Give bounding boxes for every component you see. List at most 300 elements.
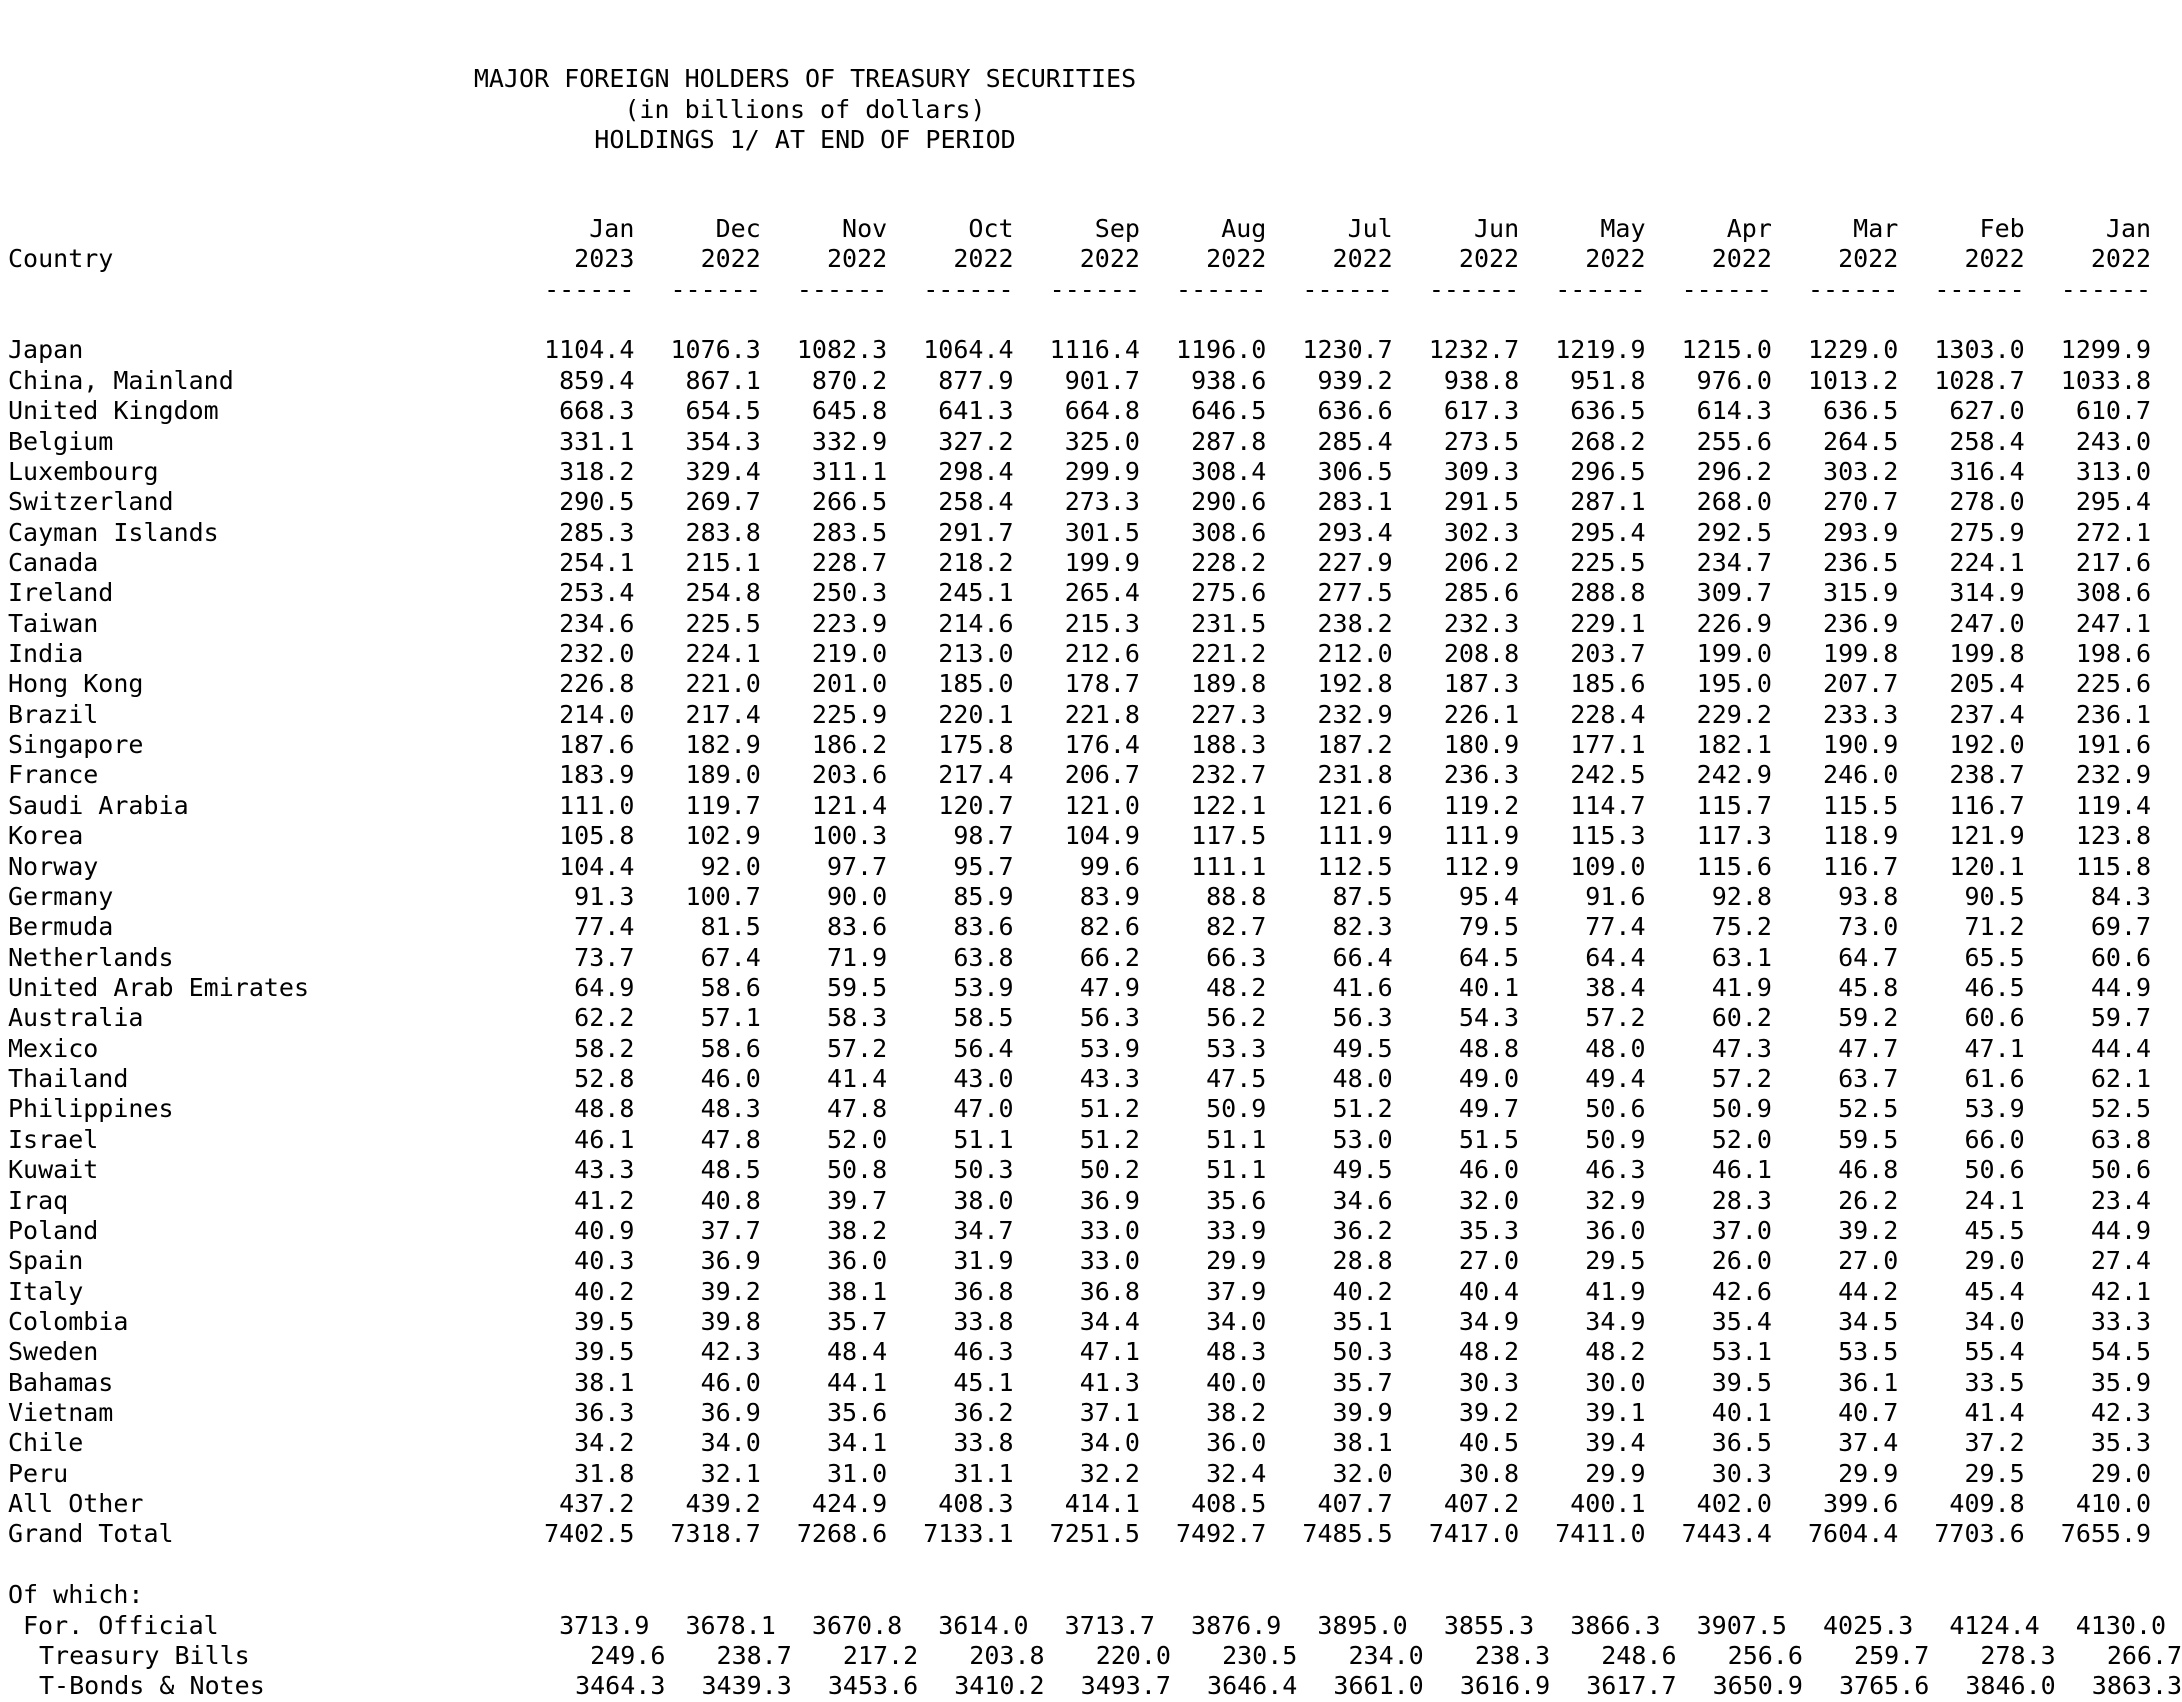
holding-value: 296.5 bbox=[1570, 456, 1646, 486]
holding-value: 52.8 bbox=[574, 1064, 635, 1094]
holding-value: 48.8 bbox=[574, 1094, 635, 1124]
holding-value: 33.8 bbox=[953, 1306, 1014, 1336]
holding-value: 407.2 bbox=[1443, 1489, 1520, 1519]
column-header-year: 2022 bbox=[1711, 244, 1772, 274]
table-row bbox=[8, 518, 2182, 548]
holding-value: 309.7 bbox=[1696, 578, 1772, 608]
holding-value: 66.3 bbox=[1206, 942, 1267, 972]
holding-value: 119.2 bbox=[1443, 790, 1520, 820]
holding-value: 57.2 bbox=[1711, 1064, 1772, 1094]
country-header-spacer bbox=[8, 214, 508, 244]
holding-value: 870.2 bbox=[811, 365, 888, 395]
column-header-month: Mar bbox=[1853, 214, 1899, 243]
holding-value: 87.5 bbox=[1332, 881, 1393, 911]
holding-value: 215.1 bbox=[685, 547, 761, 577]
table-row bbox=[8, 366, 2182, 396]
column-header-year: 2022 bbox=[1585, 244, 1646, 274]
column-header-month: Nov bbox=[842, 214, 888, 243]
holding-value: 41.4 bbox=[1964, 1398, 2025, 1428]
holding-value: 192.0 bbox=[1949, 730, 2025, 760]
holding-value: 229.1 bbox=[1570, 608, 1646, 638]
column-header-month: Sep bbox=[1094, 214, 1140, 243]
holding-value: 182.1 bbox=[1696, 730, 1772, 760]
holding-value: 50.2 bbox=[1079, 1155, 1140, 1185]
holding-value: 53.1 bbox=[1711, 1337, 1772, 1367]
holding-value: 3453.6 bbox=[827, 1671, 919, 1701]
holding-value: 331.1 bbox=[559, 426, 635, 456]
holding-value: 668.3 bbox=[559, 396, 635, 426]
holding-value: 242.9 bbox=[1696, 760, 1772, 790]
holding-value: 95.7 bbox=[953, 851, 1014, 881]
column-header-month: Jul bbox=[1347, 214, 1393, 243]
holding-value: 50.9 bbox=[1711, 1094, 1772, 1124]
holding-value: 4025.3 bbox=[1822, 1610, 1914, 1640]
country-name: Netherlands bbox=[8, 942, 174, 972]
holding-value: 50.9 bbox=[1585, 1124, 1646, 1154]
holding-value: 32.0 bbox=[1458, 1185, 1520, 1215]
holding-value: 3464.3 bbox=[575, 1671, 666, 1701]
holding-value: 104.9 bbox=[1064, 821, 1140, 851]
holding-value: 610.7 bbox=[2075, 396, 2152, 426]
column-header-month: Oct bbox=[968, 214, 1014, 243]
holding-value: 3670.8 bbox=[811, 1610, 903, 1640]
table-row bbox=[8, 1125, 2182, 1155]
holding-value: 27.4 bbox=[2090, 1246, 2152, 1276]
holding-value: 85.9 bbox=[953, 881, 1014, 911]
holding-value: 99.6 bbox=[1079, 851, 1140, 881]
holding-value: 111.1 bbox=[1191, 851, 1267, 881]
holding-value: 112.9 bbox=[1443, 851, 1520, 881]
holding-value: 38.2 bbox=[1206, 1398, 1267, 1428]
holding-value: 35.7 bbox=[826, 1306, 888, 1336]
country-name: Chile bbox=[8, 1428, 84, 1458]
holding-value: 41.9 bbox=[1711, 972, 1772, 1002]
holding-value: 39.2 bbox=[700, 1276, 761, 1306]
holding-value: 1033.8 bbox=[2060, 365, 2152, 395]
holding-value: 189.8 bbox=[1191, 669, 1267, 699]
holding-value: 62.2 bbox=[574, 1003, 635, 1033]
holding-value: 232.9 bbox=[2075, 760, 2152, 790]
holding-value: 60.6 bbox=[1964, 1003, 2025, 1033]
holding-value: 51.1 bbox=[953, 1124, 1014, 1154]
holding-value: 278.3 bbox=[1980, 1640, 2056, 1670]
country-name: Kuwait bbox=[8, 1155, 99, 1185]
country-name: France bbox=[8, 760, 99, 790]
holding-value: 859.4 bbox=[559, 365, 635, 395]
holding-value: 255.6 bbox=[1696, 426, 1772, 456]
holding-value: 951.8 bbox=[1570, 365, 1646, 395]
holding-value: 7133.1 bbox=[923, 1519, 1014, 1549]
holding-value: 877.9 bbox=[938, 365, 1014, 395]
holding-value: 236.9 bbox=[1823, 608, 1899, 638]
holding-value: 41.4 bbox=[826, 1064, 888, 1094]
holding-value: 190.9 bbox=[1823, 730, 1899, 760]
holding-value: 42.1 bbox=[2090, 1276, 2152, 1306]
holding-value: 36.9 bbox=[700, 1398, 761, 1428]
holding-value: 3855.3 bbox=[1443, 1610, 1535, 1640]
holding-value: 332.9 bbox=[811, 426, 888, 456]
holding-value: 50.6 bbox=[2090, 1155, 2152, 1185]
holding-value: 36.8 bbox=[1079, 1276, 1140, 1306]
holding-value: 259.7 bbox=[1854, 1640, 1930, 1670]
country-name: Brazil bbox=[8, 699, 99, 729]
holding-value: 33.8 bbox=[953, 1428, 1014, 1458]
holding-value: 309.3 bbox=[1443, 456, 1520, 486]
holding-value: 39.2 bbox=[1838, 1215, 1899, 1245]
country-name: Colombia bbox=[8, 1306, 129, 1336]
holding-value: 217.6 bbox=[2075, 547, 2152, 577]
holding-value: 31.1 bbox=[953, 1458, 1014, 1488]
holding-value: 77.4 bbox=[1585, 912, 1646, 942]
holding-value: 51.5 bbox=[1458, 1124, 1520, 1154]
of-which-label-row bbox=[8, 1580, 2182, 1610]
holding-value: 3895.0 bbox=[1317, 1610, 1408, 1640]
holding-value: 268.0 bbox=[1696, 487, 1772, 517]
holding-value: 225.6 bbox=[2075, 669, 2152, 699]
holding-value: 26.2 bbox=[1838, 1185, 1899, 1215]
holding-value: 39.4 bbox=[1585, 1428, 1646, 1458]
country-name: Switzerland bbox=[8, 487, 174, 517]
holding-value: 402.0 bbox=[1696, 1489, 1772, 1519]
holding-value: 33.0 bbox=[1079, 1215, 1140, 1245]
table-row bbox=[8, 1368, 2182, 1398]
of-which-row bbox=[8, 1671, 2182, 1701]
holding-value: 1082.3 bbox=[796, 335, 888, 365]
holding-value: 36.5 bbox=[1711, 1428, 1772, 1458]
holding-value: 223.9 bbox=[811, 608, 888, 638]
holding-value: 195.0 bbox=[1696, 669, 1772, 699]
holding-value: 32.2 bbox=[1079, 1458, 1140, 1488]
holding-value: 1232.7 bbox=[1428, 335, 1520, 365]
holding-value: 231.8 bbox=[1317, 760, 1393, 790]
holding-value: 3846.0 bbox=[1965, 1671, 2056, 1701]
holding-value: 58.5 bbox=[953, 1003, 1014, 1033]
holding-value: 29.9 bbox=[1585, 1458, 1646, 1488]
holding-value: 275.6 bbox=[1191, 578, 1267, 608]
holding-value: 63.8 bbox=[953, 942, 1014, 972]
column-header-year: 2022 bbox=[2090, 244, 2152, 274]
holding-value: 41.2 bbox=[574, 1185, 635, 1215]
holding-value: 303.2 bbox=[1823, 456, 1899, 486]
holding-value: 42.6 bbox=[1711, 1276, 1772, 1306]
country-name: Taiwan bbox=[8, 608, 99, 638]
of-which-row bbox=[8, 1641, 2182, 1671]
holding-value: 45.1 bbox=[953, 1367, 1014, 1397]
holding-value: 73.7 bbox=[574, 942, 635, 972]
column-header-month: Jun bbox=[1473, 214, 1520, 243]
column-separator: ------ bbox=[1681, 274, 1772, 304]
holding-value: 58.3 bbox=[826, 1003, 888, 1033]
holding-value: 24.1 bbox=[1964, 1185, 2025, 1215]
holding-value: 32.4 bbox=[1206, 1458, 1267, 1488]
holding-value: 56.3 bbox=[1332, 1003, 1393, 1033]
separator-spacer bbox=[8, 275, 508, 305]
holding-value: 291.5 bbox=[1443, 487, 1520, 517]
holding-value: 175.8 bbox=[938, 730, 1014, 760]
holding-value: 41.6 bbox=[1332, 972, 1393, 1002]
holding-value: 7492.7 bbox=[1176, 1519, 1267, 1549]
holding-value: 52.0 bbox=[1711, 1124, 1772, 1154]
holding-value: 400.1 bbox=[1570, 1489, 1646, 1519]
holding-value: 59.2 bbox=[1838, 1003, 1899, 1033]
country-name: Australia bbox=[8, 1003, 144, 1033]
country-name: Italy bbox=[8, 1276, 84, 1306]
holding-value: 327.2 bbox=[938, 426, 1014, 456]
holding-value: 121.0 bbox=[1064, 790, 1140, 820]
holding-value: 97.7 bbox=[826, 851, 888, 881]
holding-value: 1196.0 bbox=[1176, 335, 1267, 365]
holding-value: 48.0 bbox=[1332, 1064, 1393, 1094]
country-name: Norway bbox=[8, 851, 99, 881]
holding-value: 256.6 bbox=[1727, 1640, 1803, 1670]
column-separator: ------ bbox=[1049, 274, 1140, 304]
holding-value: 221.0 bbox=[685, 669, 761, 699]
holding-value: 58.6 bbox=[700, 1033, 761, 1063]
holding-value: 35.6 bbox=[826, 1398, 888, 1428]
holding-value: 186.2 bbox=[811, 730, 888, 760]
of-which-category: Treasury Bills bbox=[39, 1640, 250, 1670]
country-name: Iraq bbox=[8, 1185, 69, 1215]
column-header-month: Dec bbox=[715, 214, 761, 243]
holding-value: 308.4 bbox=[1191, 456, 1267, 486]
column-header-year: 2022 bbox=[1332, 244, 1393, 274]
holding-value: 61.6 bbox=[1964, 1064, 2025, 1094]
report-header bbox=[0, 64, 1610, 156]
holding-value: 37.2 bbox=[1964, 1428, 2025, 1458]
holding-value: 232.9 bbox=[1317, 699, 1393, 729]
holding-value: 40.0 bbox=[1206, 1367, 1267, 1397]
holding-value: 53.3 bbox=[1206, 1033, 1267, 1063]
holding-value: 308.6 bbox=[1191, 517, 1267, 547]
holding-value: 316.4 bbox=[1949, 456, 2025, 486]
holding-value: 119.4 bbox=[2075, 790, 2152, 820]
holding-value: 82.6 bbox=[1079, 912, 1140, 942]
holding-value: 214.0 bbox=[559, 699, 635, 729]
holding-value: 285.4 bbox=[1317, 426, 1393, 456]
table-row bbox=[8, 427, 2182, 457]
holding-value: 301.5 bbox=[1064, 517, 1140, 547]
country-name: Bahamas bbox=[8, 1367, 114, 1397]
holding-value: 40.7 bbox=[1838, 1398, 1899, 1428]
holding-value: 233.3 bbox=[1823, 699, 1899, 729]
holding-value: 283.1 bbox=[1317, 487, 1393, 517]
of-which-category: T-Bonds & Notes bbox=[39, 1671, 265, 1701]
holding-value: 258.4 bbox=[1949, 426, 2025, 456]
holding-value: 35.9 bbox=[2090, 1367, 2152, 1397]
holding-value: 212.6 bbox=[1064, 639, 1140, 669]
column-header-years-row bbox=[8, 244, 2182, 274]
column-header-months-row bbox=[8, 214, 2182, 244]
table-row bbox=[8, 1277, 2182, 1307]
holding-value: 3661.0 bbox=[1333, 1671, 1424, 1701]
of-which-row bbox=[8, 1611, 2182, 1641]
holding-value: 208.8 bbox=[1443, 639, 1520, 669]
holding-value: 109.0 bbox=[1570, 851, 1646, 881]
holding-value: 53.0 bbox=[1332, 1124, 1393, 1154]
holding-value: 37.0 bbox=[1711, 1215, 1772, 1245]
holding-value: 48.8 bbox=[1458, 1033, 1520, 1063]
holding-value: 185.0 bbox=[938, 669, 1014, 699]
holding-value: 36.3 bbox=[574, 1398, 635, 1428]
holding-value: 45.5 bbox=[1964, 1215, 2025, 1245]
holding-value: 56.4 bbox=[953, 1033, 1014, 1063]
holding-value: 47.3 bbox=[1711, 1033, 1772, 1063]
holding-value: 226.9 bbox=[1696, 608, 1772, 638]
holding-value: 92.8 bbox=[1711, 881, 1772, 911]
table-row bbox=[8, 1428, 2182, 1458]
holding-value: 83.6 bbox=[953, 912, 1014, 942]
holding-value: 214.6 bbox=[938, 608, 1014, 638]
holding-value: 285.6 bbox=[1443, 578, 1520, 608]
page-subtitle: (in billions of dollars) bbox=[624, 94, 986, 124]
holding-value: 3410.2 bbox=[954, 1671, 1045, 1701]
holding-value: 645.8 bbox=[811, 396, 888, 426]
holding-value: 112.5 bbox=[1317, 851, 1393, 881]
holding-value: 292.5 bbox=[1696, 517, 1772, 547]
holding-value: 44.4 bbox=[2090, 1033, 2152, 1063]
holding-value: 100.3 bbox=[811, 821, 888, 851]
holding-value: 228.2 bbox=[1191, 547, 1267, 577]
holding-value: 51.2 bbox=[1079, 1094, 1140, 1124]
holding-value: 49.4 bbox=[1585, 1064, 1646, 1094]
holding-value: 247.0 bbox=[1949, 608, 2025, 638]
column-header-month: May bbox=[1600, 214, 1646, 243]
holding-value: 56.3 bbox=[1079, 1003, 1140, 1033]
column-header-month: Jan bbox=[589, 214, 635, 243]
holding-value: 199.8 bbox=[1949, 639, 2025, 669]
holding-value: 115.6 bbox=[1696, 851, 1772, 881]
holding-value: 36.1 bbox=[1838, 1367, 1899, 1397]
holding-value: 183.9 bbox=[559, 760, 635, 790]
holding-value: 42.3 bbox=[700, 1337, 761, 1367]
holding-value: 43.3 bbox=[574, 1155, 635, 1185]
holding-value: 52.5 bbox=[1838, 1094, 1899, 1124]
table-row bbox=[8, 1398, 2182, 1428]
holding-value: 34.0 bbox=[1964, 1306, 2025, 1336]
holding-value: 36.0 bbox=[1206, 1428, 1267, 1458]
holding-value: 205.4 bbox=[1949, 669, 2025, 699]
holding-value: 36.0 bbox=[1585, 1215, 1646, 1245]
country-name: Korea bbox=[8, 821, 84, 851]
table-row bbox=[8, 852, 2182, 882]
holding-value: 217.4 bbox=[938, 760, 1014, 790]
holding-value: 231.5 bbox=[1191, 608, 1267, 638]
holding-value: 976.0 bbox=[1696, 365, 1772, 395]
holding-value: 40.9 bbox=[574, 1215, 635, 1245]
holding-value: 227.9 bbox=[1317, 547, 1393, 577]
holding-value: 40.2 bbox=[574, 1276, 635, 1306]
holding-value: 88.8 bbox=[1206, 881, 1267, 911]
holding-value: 48.5 bbox=[700, 1155, 761, 1185]
table-row bbox=[8, 548, 2182, 578]
holding-value: 268.2 bbox=[1570, 426, 1646, 456]
holding-value: 46.5 bbox=[1964, 972, 2025, 1002]
holding-value: 95.4 bbox=[1458, 881, 1520, 911]
holding-value: 53.5 bbox=[1838, 1337, 1899, 1367]
holding-value: 266.5 bbox=[811, 487, 888, 517]
column-separator: ------ bbox=[2060, 274, 2152, 304]
holding-value: 121.4 bbox=[811, 790, 888, 820]
table-row bbox=[8, 1337, 2182, 1367]
holding-value: 57.2 bbox=[1585, 1003, 1646, 1033]
holding-value: 46.3 bbox=[953, 1337, 1014, 1367]
holding-value: 225.5 bbox=[685, 608, 761, 638]
table-row bbox=[8, 396, 2182, 426]
holding-value: 311.1 bbox=[811, 456, 888, 486]
holding-value: 48.2 bbox=[1585, 1337, 1646, 1367]
country-name: China, Mainland bbox=[8, 365, 234, 395]
column-separator: ------ bbox=[923, 274, 1014, 304]
table-row bbox=[8, 1186, 2182, 1216]
holding-value: 354.3 bbox=[685, 426, 761, 456]
holding-value: 325.0 bbox=[1064, 426, 1140, 456]
holding-value: 120.7 bbox=[938, 790, 1014, 820]
country-name: Mexico bbox=[8, 1033, 99, 1063]
country-name: Bermuda bbox=[8, 912, 114, 942]
holding-value: 47.8 bbox=[826, 1094, 888, 1124]
holding-value: 83.9 bbox=[1079, 881, 1140, 911]
holding-value: 229.2 bbox=[1696, 699, 1772, 729]
holding-value: 270.7 bbox=[1823, 487, 1899, 517]
holding-value: 236.5 bbox=[1823, 547, 1899, 577]
holding-value: 47.0 bbox=[953, 1094, 1014, 1124]
holding-value: 82.7 bbox=[1206, 912, 1267, 942]
holding-value: 636.5 bbox=[1823, 396, 1899, 426]
table-row bbox=[8, 730, 2182, 760]
holding-value: 617.3 bbox=[1443, 396, 1520, 426]
holding-value: 34.7 bbox=[953, 1215, 1014, 1245]
holding-value: 30.3 bbox=[1711, 1458, 1772, 1488]
column-header-year: 2022 bbox=[700, 244, 761, 274]
holding-value: 1076.3 bbox=[670, 335, 761, 365]
holding-value: 40.5 bbox=[1458, 1428, 1520, 1458]
holding-value: 38.1 bbox=[826, 1276, 888, 1306]
holding-value: 198.6 bbox=[2075, 639, 2152, 669]
table-row bbox=[8, 791, 2182, 821]
holding-value: 3876.9 bbox=[1191, 1610, 1282, 1640]
column-separator: ------ bbox=[1176, 274, 1267, 304]
holding-value: 220.0 bbox=[1095, 1640, 1171, 1670]
holding-value: 287.1 bbox=[1570, 487, 1646, 517]
holding-value: 217.4 bbox=[685, 699, 761, 729]
holding-value: 254.1 bbox=[559, 547, 635, 577]
holding-value: 52.5 bbox=[2090, 1094, 2152, 1124]
holding-value: 203.8 bbox=[969, 1640, 1045, 1670]
holding-value: 221.2 bbox=[1191, 639, 1267, 669]
of-which-label: Of which: bbox=[8, 1580, 144, 1610]
holding-value: 7402.5 bbox=[544, 1519, 635, 1549]
holding-value: 90.5 bbox=[1964, 881, 2025, 911]
holding-value: 664.8 bbox=[1064, 396, 1140, 426]
holding-value: 50.6 bbox=[1585, 1094, 1646, 1124]
country-name: Sweden bbox=[8, 1337, 99, 1367]
holding-value: 71.2 bbox=[1964, 912, 2025, 942]
holding-value: 187.2 bbox=[1317, 730, 1393, 760]
holding-value: 39.5 bbox=[1711, 1367, 1772, 1397]
country-name: United Arab Emirates bbox=[8, 972, 310, 1002]
column-header-month: Feb bbox=[1979, 214, 2025, 243]
holding-value: 1229.0 bbox=[1807, 335, 1899, 365]
holding-value: 234.6 bbox=[559, 608, 635, 638]
holding-value: 46.1 bbox=[574, 1124, 635, 1154]
holding-value: 115.7 bbox=[1696, 790, 1772, 820]
holding-value: 269.7 bbox=[685, 487, 761, 517]
holding-value: 67.4 bbox=[700, 942, 761, 972]
holding-value: 1028.7 bbox=[1934, 365, 2025, 395]
holding-value: 30.3 bbox=[1458, 1367, 1520, 1397]
holding-value: 7604.4 bbox=[1807, 1519, 1899, 1549]
holding-value: 265.4 bbox=[1064, 578, 1140, 608]
